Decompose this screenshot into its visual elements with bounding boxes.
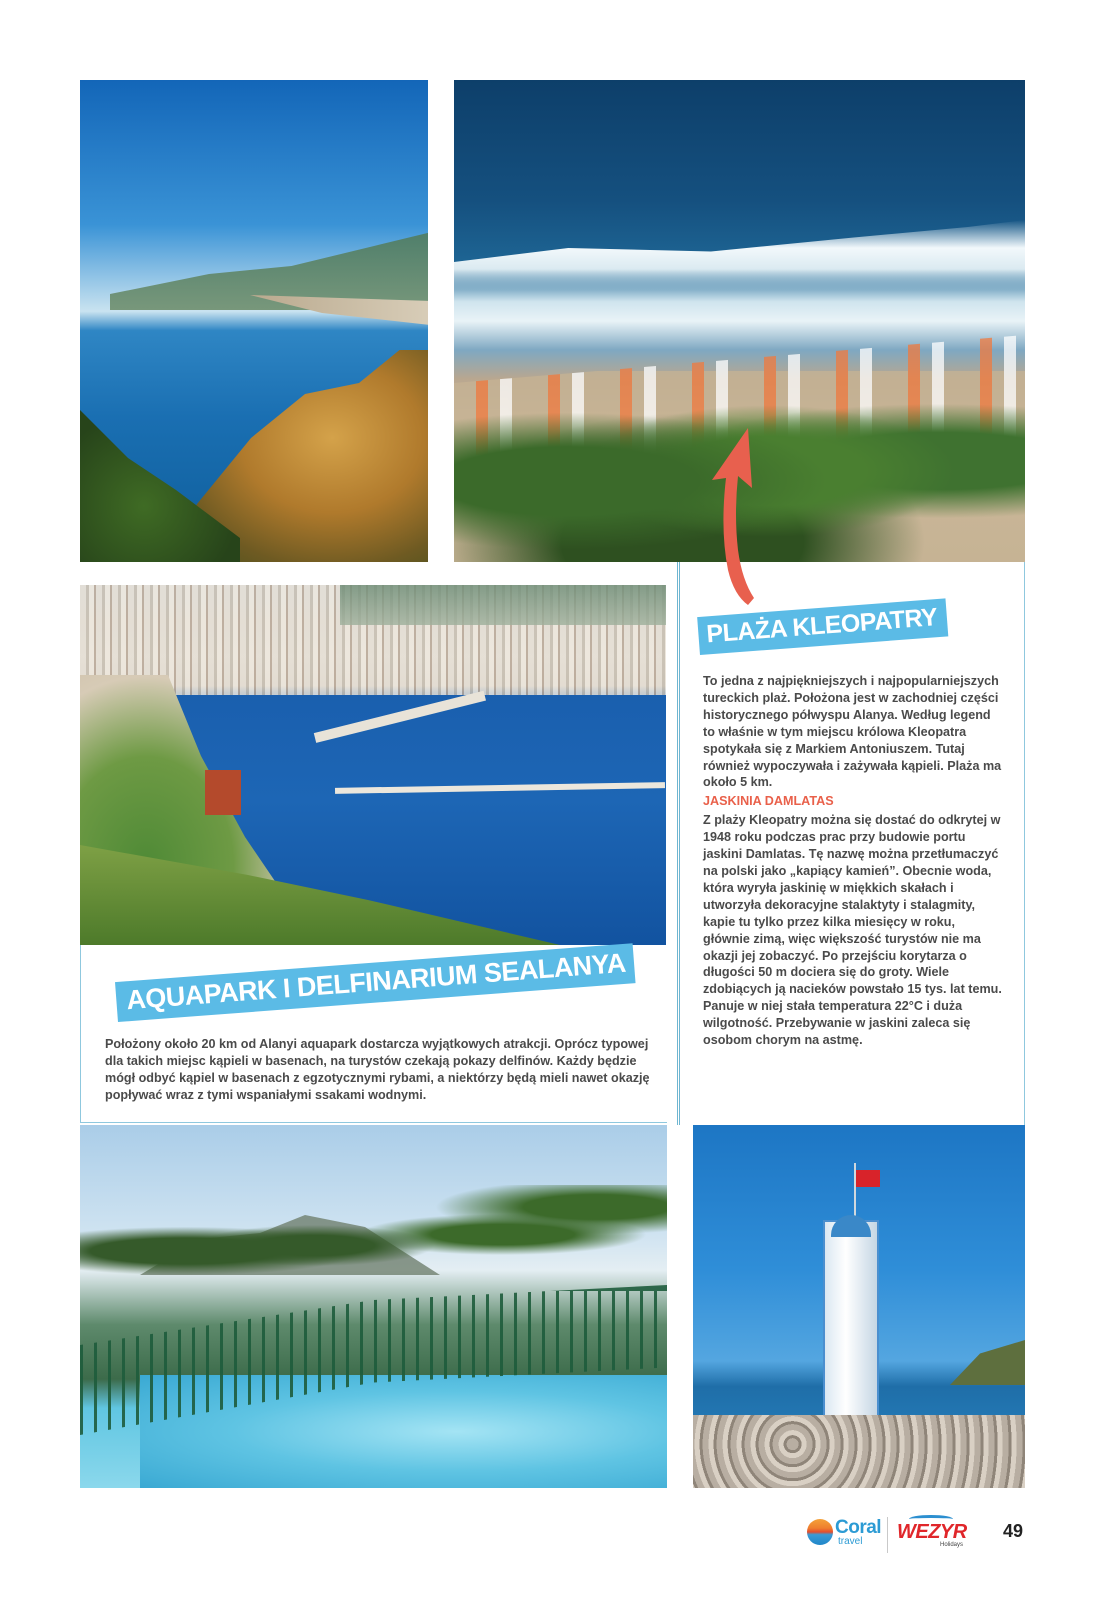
green-hillside xyxy=(80,845,560,945)
logo-separator xyxy=(887,1517,888,1553)
aquapark-title: AQUAPARK I DELFINARIUM SEALANYA xyxy=(115,943,635,1022)
footer xyxy=(805,1515,1045,1555)
damlatas-subtitle: JASKINIA DAMLATAS xyxy=(703,794,834,809)
turkish-flag-icon xyxy=(856,1170,880,1187)
breakwater xyxy=(335,782,665,794)
palm-trees xyxy=(80,1185,667,1295)
wezyr-sub: Holidays xyxy=(940,1542,964,1548)
breakwater-rocks xyxy=(693,1415,1025,1488)
kleopatra-title: PLAŻA KLEOPATRY xyxy=(697,598,949,655)
wezyr-brand: WEZYR xyxy=(897,1521,967,1543)
red-tower xyxy=(205,770,241,815)
page-number: 49 xyxy=(1003,1521,1024,1541)
aquapark-body: Położony około 20 km od Alanyi aquapark dostarcza wyjątkowych atrakcji. Oprócz typowej dla takich miejsc kąpieli w basenach, na turystów czekają pokazy delfinów. Każdy będzie mógł odbyć kąpiel w basenach z egzotycznymi rybami, a niektórzy będą mieli nawet okazję popływać wraz z tymi wspaniałymi ssakami wodnymi. xyxy=(105,1037,650,1102)
photo-alanya-harbour xyxy=(80,585,666,945)
lighthouse-dome xyxy=(831,1215,871,1237)
headland xyxy=(950,1340,1025,1385)
photo-lighthouse xyxy=(693,1125,1025,1488)
kleopatra-column xyxy=(703,673,1003,1049)
kleopatra-body: To jedna z najpiękniejszych i najpopularniejszych tureckich plaż. Położona jest w zachodniej części historycznego półwyspu Alanya. Według legend to właśnie w tym miejscu królowa Kleopatra spotykała się z Markiem Antoniuszem. Tutaj również wypoczywała i zażywała kąpieli. Plaża ma około 5 km. xyxy=(703,674,1002,790)
coral-sub: travel xyxy=(838,1536,863,1547)
photo-alanya-coastline xyxy=(80,80,428,562)
pier xyxy=(314,691,486,743)
wave xyxy=(454,220,1025,290)
hill xyxy=(340,585,666,625)
coral-brand: Coral xyxy=(835,1517,882,1538)
lighthouse-tower xyxy=(823,1220,879,1420)
photo-aquapark-bridge xyxy=(80,1125,667,1488)
damlatas-body: Z plaży Kleopatry można się dostać do odkrytej w 1948 roku podczas prac przy budowie portu jaskini Damlatas. Tę nazwę można przetłumaczyć na polski jako „kapiący kamień”. Obecnie woda, która wyryła jaskinię w miękkich skałach i utworzyła dekoracyjne stalaktyty i stalagmity, kapie tu tylko przez kilka miesięcy w roku, głównie zimą, więc większość turystów nie ma okazji jej zobaczyć. Po przejściu korytarza o długości 50 m dociera się do groty. Wiele zdobiących ją nacieków powstało 15 tys. lat temu. Panuje w niej stała temperatura 22°C i duża wilgotność. Przebywanie w jaskini zaleca się osobom chorym na astmę. xyxy=(703,813,1002,1048)
coral-logo-icon xyxy=(807,1519,833,1545)
